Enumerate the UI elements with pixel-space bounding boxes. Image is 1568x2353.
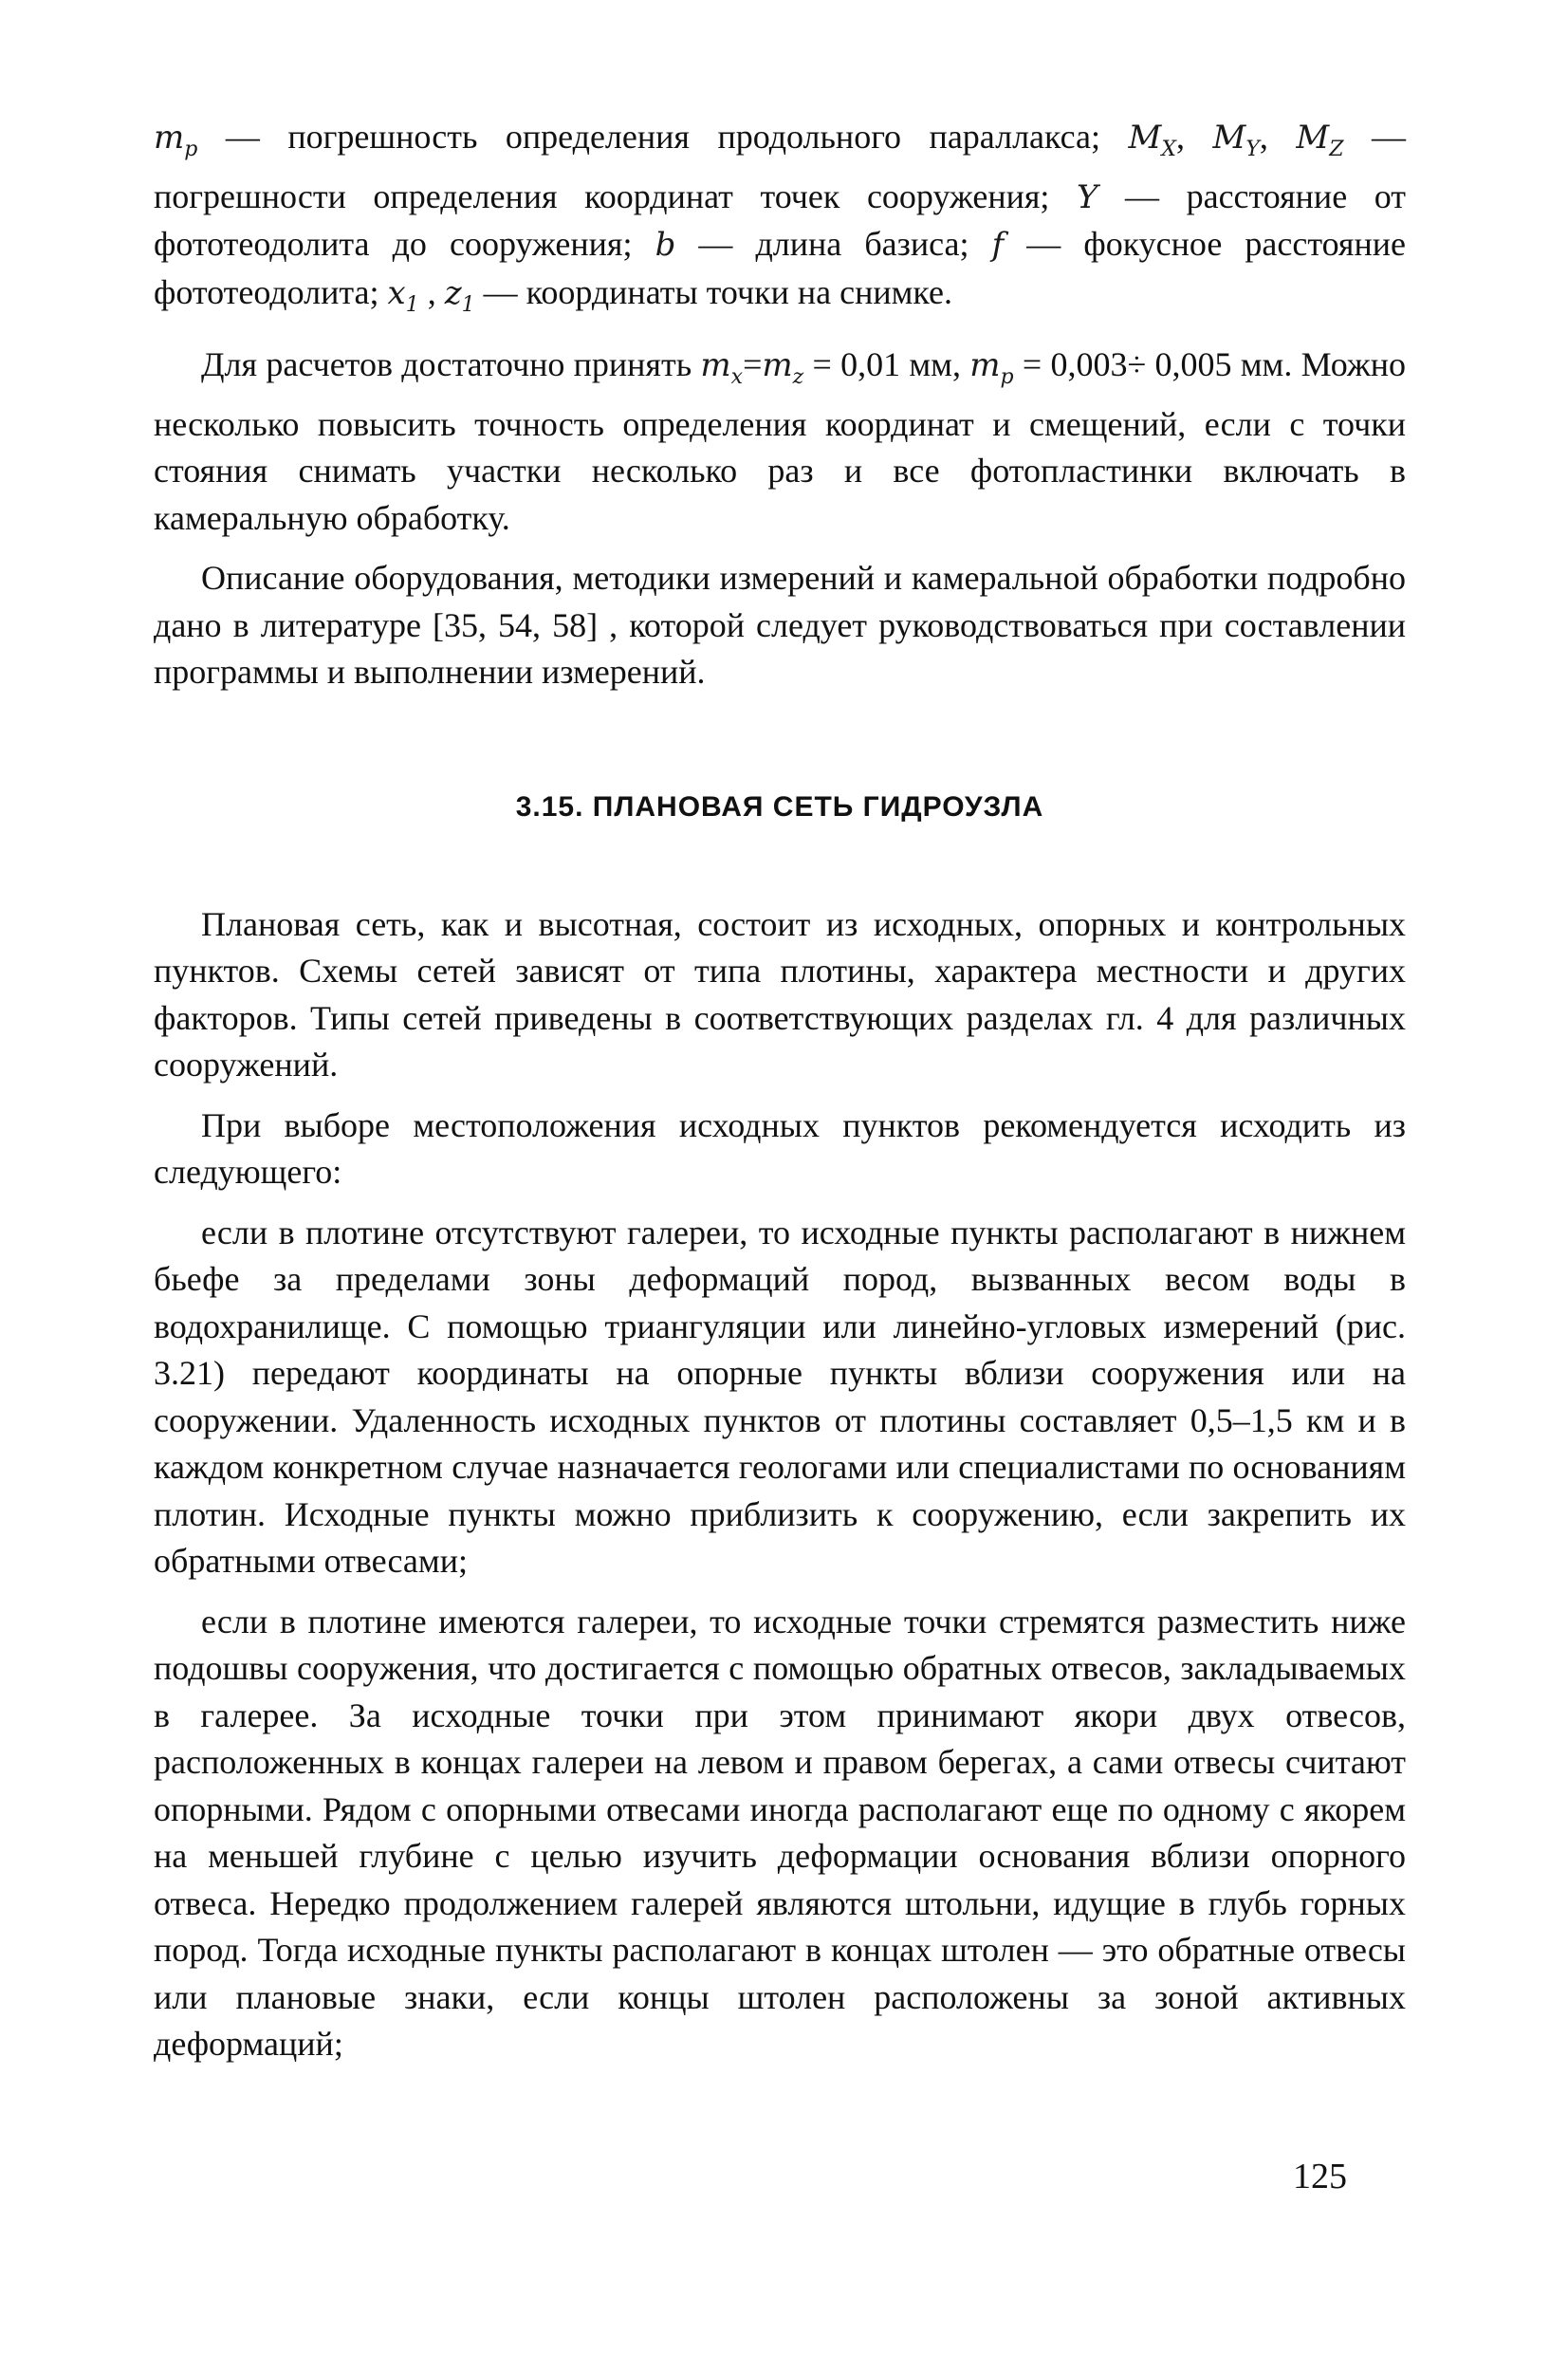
symbol-mz: $m_z$ <box>762 346 804 389</box>
spacer <box>154 1196 1406 1210</box>
spacer <box>154 1585 1406 1599</box>
page-number: 125 <box>1293 2157 1347 2196</box>
symbol-Y: Y <box>1077 177 1098 216</box>
paragraph-symbols: $m_p$ — погрешность определения продольного параллакса; $M_X$, $M_Y$, $M_Z$ — погрешности определения координат точек сооружения; Y — расстояние от фототеодолита до сооружения; b — длина базиса; f — фокусное расстояние фототеодолита; $x_1$ , $z_1$ — координаты точки на снимке. <box>154 118 1407 317</box>
symbol-f: f <box>991 226 1005 264</box>
symbol-mp: $m_p$ <box>154 119 198 161</box>
symbol-b: b <box>655 226 676 264</box>
symbol-z1: $z_1$ <box>444 273 475 317</box>
paragraph-location-choice: При выборе местоположения исходных пунктов рекомендуется исходить из следующего: <box>154 1105 1406 1191</box>
page-body <box>154 114 1406 2068</box>
paragraph-literature: Описание оборудования, методики измерений и камеральной обработки подробно дано в литературе [35, 54, 58] , которой следует руководствоваться при составлении программы и выполнении измерений. <box>154 559 1406 691</box>
symbol-mx: $m_x$ <box>700 346 744 389</box>
paragraph-no-galleries: если в плотине отсутствуют галереи, то исходные пункты располагают в нижнем бьефе за пределами зоны деформаций пород, вызванных весом воды в водохранилище. С помощью триангуляции или линейно-угловых измерений (рис. 3.21) передают координаты на опорные пункты вблизи сооружения или на сооружении. Удаленность исходных пунктов от плотины составляет 0,5–1,5 км и в каждом конкретном случае назначается геологами или специалистами по основаниям плотин. Исходные пункты можно приблизить к сооружению, если закрепить их обратными отвесами; <box>154 1213 1406 1580</box>
paragraph-network: Плановая сеть, как и высотная, состоит из исходных, опорных и контрольных пунктов. Схемы сетей зависят от типа плотины, характера местности и других факторов. Типы сетей приведены в соответствующих разделах гл. 4 для различных сооружений. <box>154 904 1406 1084</box>
symbol-Mx: $M_X$ <box>1128 119 1177 161</box>
symbol-x1: $x_1$ <box>387 273 419 317</box>
symbol-My: $M_Y$ <box>1212 119 1260 161</box>
section-heading: 3.15. ПЛАНОВАЯ СЕТЬ ГИДРОУЗЛА <box>515 790 1044 823</box>
spacer <box>154 328 1406 342</box>
paragraph-accuracy: Для расчетов достаточно принять $m_x=m_z = 0,01$ мм, $m_p = 0,003\div 0,005$ мм. Можно несколько повысить точность определения координат и смещений, если с точки стояния снимать участки несколько раз и все фотопластинки включать в камеральную обработку. <box>154 345 1406 537</box>
spacer <box>154 542 1406 555</box>
paragraph-with-galleries: если в плотине имеются галереи, то исходные точки стремятся разместить ниже подошвы сооружения, что достигается с помощью обратных отвесов, закладываемых в галерее. За исходные точки при этом принимают якори двух отвесов, расположенных в концах галереи на левом и правом берегах, а сами отвесы считают опорными. Рядом с опорными отвесами иногда располагают еще по одному с якорем на меньшей глубине с целью изучить деформации основания вблизи опорного отвеса. Нередко продолжением галерей являются штольни, идущие в глубь горных пород. Тогда исходные пункты располагают в концах штолен — это обратные отвесы или плановые знаки, если концы штолен расположены за зоной активных деформаций; <box>154 1602 1406 2063</box>
symbol-mp-value: $m_p$ <box>969 346 1014 389</box>
symbol-Mz: $M_Z$ <box>1296 119 1344 161</box>
spacer <box>154 1089 1406 1102</box>
